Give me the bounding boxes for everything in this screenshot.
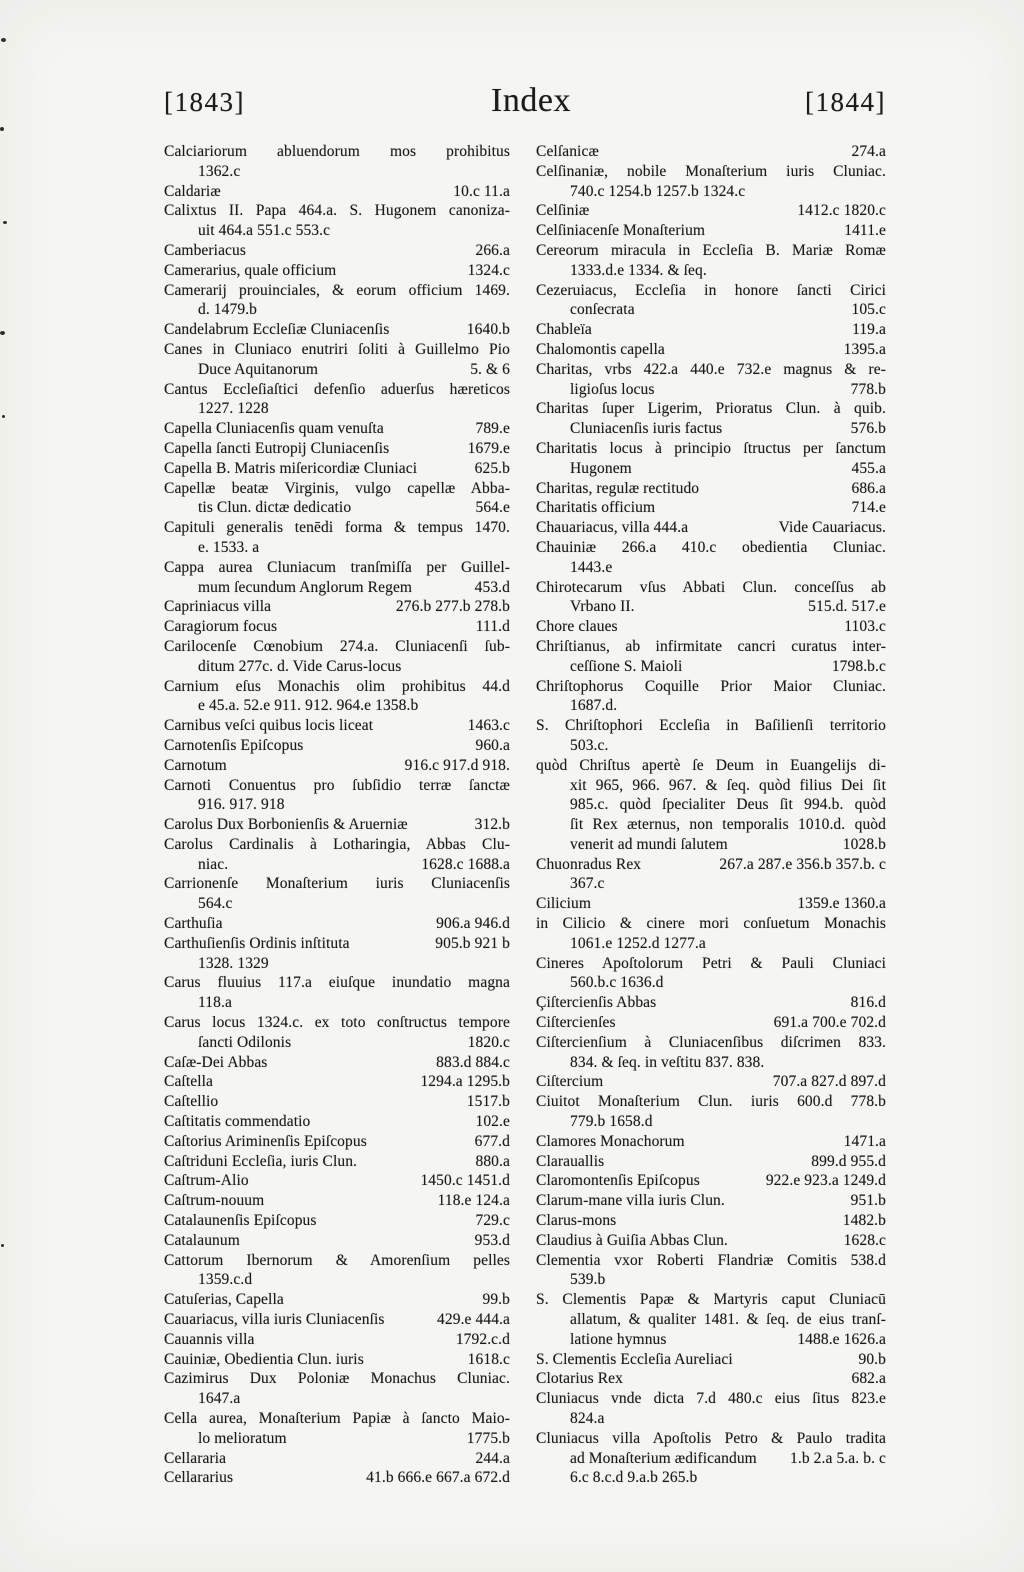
index-entry-line	[164, 1231, 510, 1251]
entry-page-ref: 789.e	[475, 420, 510, 438]
entry-text: Clarauallis	[536, 1152, 605, 1170]
entry-text: Caragiorum focus	[164, 618, 278, 636]
left-page-number: [1843]	[164, 87, 245, 117]
index-entry-line	[536, 221, 886, 241]
entry-page-ref: 778.b	[850, 380, 886, 398]
entry-page-ref: 455.a	[851, 459, 886, 477]
entry-page-ref: 266.a	[475, 241, 510, 259]
entry-page-ref: 816.d	[850, 994, 886, 1012]
index-entry-line	[536, 459, 886, 479]
index-entry-line	[536, 1171, 886, 1191]
entry-text: Chalomontis capella	[536, 340, 665, 358]
index-entry-line	[536, 657, 886, 677]
index-entry-line	[536, 835, 886, 855]
index-entry-line	[164, 419, 510, 439]
entry-page-ref: 625.b	[474, 459, 510, 477]
entry-text: Caſtitatis commendatio	[164, 1113, 311, 1131]
entry-text: Caldariæ	[164, 182, 221, 200]
entry-page-ref: 564.e	[475, 499, 510, 517]
entry-text: Candelabrum Eccleſiæ Cluniacenſis	[164, 321, 390, 339]
index-entry-line	[164, 1330, 510, 1350]
entry-text: Claudius à Guiſia Abbas Clun.	[536, 1231, 728, 1249]
index-entry-line	[164, 1033, 510, 1053]
index-entry-line: S. Chriſtophori Eccleſia in Baſilienſi territorio	[536, 717, 886, 735]
index-entry-line: Carnoti Conuentus pro ſubſidio terræ ſanctæ	[164, 776, 510, 794]
scan-speck	[3, 221, 7, 224]
index-entry-line: 1359.c.d	[198, 1271, 253, 1289]
entry-text: ceſſione S. Maioli	[570, 657, 683, 675]
index-entry-line: 1061.e 1252.d 1277.a	[570, 934, 706, 952]
scan-speck	[0, 127, 4, 131]
index-entry-line: d. 1479.b	[198, 301, 258, 319]
index-entry-line: Chauiniæ 266.a 410.c obedientia Cluniac.	[536, 538, 886, 556]
index-entry-line: Chriſtianus, ab infirmitate cancri curatus inter-	[536, 637, 886, 655]
entry-text: Ciſtercienſes	[536, 1014, 616, 1032]
index-entry-line: 1333.d.e 1334. & ſeq.	[570, 261, 707, 279]
entry-text: Cauariacus, villa iuris Cluniacenſis	[164, 1311, 385, 1329]
index-entry-line	[164, 934, 510, 954]
index-entry-line: e. 1533. a	[198, 538, 260, 556]
entry-page-ref: 1679.e	[467, 439, 510, 457]
entry-text: Cilicium	[536, 895, 592, 913]
index-entry-line: Carnium eſus Monachis olim prohibitus 44.d	[164, 677, 510, 695]
index-entry-line	[536, 201, 886, 221]
index-entry-line	[536, 1013, 886, 1033]
index-entry-line: Carus locus 1324.c. ex toto conſtructus tempore	[164, 1014, 510, 1032]
index-entry-line: Canes in Cluniaco enutriri ſoliti à Guillelmo Pio	[164, 340, 510, 358]
scan-speck	[1, 1244, 4, 1247]
entry-page-ref: 1482.b	[842, 1212, 886, 1230]
index-entry-line	[164, 261, 510, 281]
index-entry-line: allatum, & qualiter 1481. & ſeq. de eius tranſ-	[570, 1311, 886, 1329]
entry-text: Chauariacus, villa 444.a	[536, 519, 689, 537]
entry-page-ref: 244.a	[475, 1449, 510, 1467]
entry-page-ref: 1412.c 1820.c	[797, 202, 886, 220]
index-entry-line: e 45.a. 52.e 911. 912. 964.e 1358.b	[198, 697, 419, 715]
entry-text: Camberiacus	[164, 241, 247, 259]
entry-text: ſancti Odilonis	[198, 1033, 292, 1051]
entry-text: Catalaunenſis Epiſcopus	[164, 1212, 317, 1230]
entry-page-ref: 276.b 277.b 278.b	[395, 598, 510, 616]
entry-text: Charitatis officium	[536, 499, 656, 517]
entry-text: Capriniacus villa	[164, 598, 272, 616]
entry-text: Carolus Dux Borbonienſis & Aruerniæ	[164, 816, 408, 834]
index-entry-line	[536, 1449, 886, 1469]
entry-text: lo melioratum	[198, 1429, 287, 1447]
index-entry-line: Calixtus II. Papa 464.a. S. Hugonem canoniza-	[164, 202, 510, 220]
index-entry-line	[536, 597, 886, 617]
index-entry-line	[164, 182, 510, 202]
entry-text: Hugonem	[570, 459, 632, 477]
scan-speck	[0, 331, 5, 335]
scan-speck	[1, 38, 6, 42]
index-entry-line: Carilocenſe Cœnobium 274.a. Cluniacenſi ſub-	[164, 637, 510, 655]
index-entry-line	[536, 894, 886, 914]
index-entry-line	[536, 993, 886, 1013]
index-entry-line	[536, 340, 886, 360]
entry-text: Cellararia	[164, 1449, 227, 1467]
entry-page-ref: 1517.b	[466, 1093, 510, 1111]
entry-page-ref: 10.c 11.a	[453, 182, 510, 200]
entry-text: Celſiniæ	[536, 202, 590, 220]
index-entry-line: S. Clementis Papæ & Martyris caput Cluniacū	[536, 1291, 886, 1309]
index-entry-line	[164, 1152, 510, 1172]
entry-text: Caſtrum-Alio	[164, 1172, 249, 1190]
index-entry-line	[164, 1290, 510, 1310]
entry-page-ref: 1640.b	[466, 321, 510, 339]
entry-text: Duce Aquitanorum	[198, 360, 318, 378]
index-columns	[164, 142, 1024, 1488]
index-entry-line	[536, 320, 886, 340]
entry-page-ref: 883.d 884.c	[436, 1053, 510, 1071]
entry-text: Camerarius, quale officium	[164, 261, 337, 279]
index-entry-line: 1687.d.	[570, 697, 618, 715]
index-entry-line	[164, 1112, 510, 1132]
index-entry-line: 118.a	[198, 994, 232, 1012]
index-entry-line	[536, 1231, 886, 1251]
index-entry-line: 539.b	[570, 1271, 606, 1289]
index-entry-line: 6.c 8.c.d 9.a.b 265.b	[570, 1469, 698, 1487]
entry-page-ref: 1628.c	[843, 1231, 886, 1249]
index-entry-line	[536, 1072, 886, 1092]
index-entry-line: Cazimirus Dux Poloniæ Monachus Cluniac.	[164, 1370, 510, 1388]
index-entry-line: Cluniacus vnde dicta 7.d 480.c eius ſitus 823.e	[536, 1390, 886, 1408]
entry-page-ref: 1324.c	[467, 261, 510, 279]
entry-page-ref: 1411.e	[844, 222, 886, 240]
entry-page-ref: 5. & 6	[470, 360, 510, 378]
entry-text: Capella Cluniacenſis quam venuſta	[164, 420, 384, 438]
index-entry-line: Charitas, vrbs 422.a 440.e 732.e magnus & re-	[536, 360, 886, 378]
index-entry-line: Cereorum miracula in Eccleſia B. Mariæ Romæ	[536, 241, 886, 259]
index-entry-line	[536, 1330, 886, 1350]
index-entry-line: Chirotecarum vſus Abbati Clun. conceſſus ab	[536, 578, 886, 596]
entry-page-ref: 1103.c	[844, 618, 886, 636]
entry-text: Cellararius	[164, 1469, 234, 1487]
entry-text: Caſtriduni Eccleſia, iuris Clun.	[164, 1152, 358, 1170]
index-entry-line: 1362.c	[198, 162, 241, 180]
index-entry-line	[536, 855, 886, 875]
index-entry-line: Ciſtercienſium à Cluniacenſibus diſcrimen 833.	[536, 1033, 886, 1051]
index-entry-line	[164, 1310, 510, 1330]
entry-text: venerit ad mundi ſalutem	[570, 835, 728, 853]
index-entry-line: in Cilicio & cinere mori conſuetum Monachis	[536, 915, 886, 933]
entry-page-ref: 99.b	[482, 1291, 510, 1309]
index-entry-line: Carus fluuius 117.a eiuſque inundatio magna	[164, 974, 510, 992]
entry-text: Chore claues	[536, 618, 618, 636]
entry-text: Catalaunum	[164, 1231, 240, 1249]
index-entry-line: Cantus Eccleſiaſtici defenſio aduerſus hæreticos	[164, 380, 510, 398]
index-entry-line	[536, 498, 886, 518]
index-entry-line	[536, 1350, 886, 1370]
entry-page-ref: 1028.b	[842, 835, 886, 853]
entry-page-ref: 1618.c	[467, 1350, 510, 1368]
index-entry-line	[164, 241, 510, 261]
entry-page-ref: 429.e 444.a	[437, 1311, 510, 1329]
entry-page-ref: 1798.b.c	[831, 657, 886, 675]
index-entry-line: uit 464.a 551.c 553.c	[198, 222, 331, 240]
index-entry-line: Clementia vxor Roberti Flandriæ Comitis 538.d	[536, 1251, 886, 1269]
index-entry-line: Camerarij prouinciales, & eorum officium 1469.	[164, 281, 510, 299]
entry-text: Vrbano II.	[570, 598, 635, 616]
entry-text: Caſæ-Dei Abbas	[164, 1053, 268, 1071]
index-entry-line	[536, 300, 886, 320]
index-entry-line	[164, 1092, 510, 1112]
entry-text: Clotarius Rex	[536, 1370, 623, 1388]
index-entry-line: 503.c.	[570, 736, 609, 754]
entry-text: Caſtella	[164, 1073, 214, 1091]
index-entry-line	[536, 518, 886, 538]
entry-text: Capella ſancti Eutropij Cluniacenſis	[164, 439, 390, 457]
index-entry-line: 1443.e	[570, 558, 613, 576]
entry-page-ref: 453.d	[474, 578, 510, 596]
index-entry-line	[164, 914, 510, 934]
index-entry-line: Carolus Cardinalis à Lotharingia, Abbas Clu-	[164, 835, 510, 853]
entry-page-ref: 1628.c 1688.a	[421, 855, 510, 873]
index-entry-line: 779.b 1658.d	[570, 1113, 653, 1131]
index-entry-line: 824.a	[570, 1410, 605, 1427]
entry-page-ref: 1450.c 1451.d	[420, 1172, 510, 1190]
index-entry-line: 740.c 1254.b 1257.b 1324.c	[570, 182, 746, 200]
index-entry-line	[536, 419, 886, 439]
index-entry-line: ſit Rex æternus, non temporalis 1010.d. quòd	[570, 816, 886, 834]
index-entry-line	[164, 756, 510, 776]
index-entry-line: ditum 277c. d. Vide Carus-locus	[198, 657, 402, 675]
index-entry-line: Capellæ beatæ Virginis, vulgo capellæ Abba-	[164, 479, 510, 497]
entry-text: Chableïa	[536, 321, 592, 339]
entry-page-ref: 312.b	[474, 816, 510, 834]
entry-page-ref: 118.e 124.a	[437, 1192, 510, 1210]
entry-text: conſecrata	[570, 301, 635, 319]
entry-page-ref: 1820.c	[467, 1033, 510, 1051]
right-page-number: [1844]	[805, 87, 886, 117]
index-entry-line	[164, 498, 510, 518]
index-entry-line: 367.c	[570, 875, 605, 893]
index-entry-line: 1328. 1329	[198, 954, 269, 972]
index-entry-line	[164, 815, 510, 835]
index-entry-line	[164, 1171, 510, 1191]
index-entry-line: Ciuitot Monaſterium Clun. iuris 600.d 778.b	[536, 1093, 886, 1111]
entry-page-ref: 90.b	[858, 1350, 886, 1368]
index-entry-line	[164, 716, 510, 736]
entry-page-ref: 111.d	[475, 618, 510, 636]
entry-text: Çiſtercienſis Abbas	[536, 994, 657, 1012]
index-entry-line: 985.c. quòd ſpecialiter Deus ſit 994.b. quòd	[570, 796, 886, 814]
entry-page-ref: 905.b 921 b	[435, 934, 510, 952]
entry-text: Carnotenſis Epiſcopus	[164, 736, 304, 754]
entry-text: ligioſus locus	[570, 380, 655, 398]
index-entry-line: 1227. 1228	[198, 400, 269, 418]
index-entry-line	[536, 1369, 886, 1389]
entry-text: mum ſecundum Anglorum Regem	[198, 578, 413, 596]
entry-text: Caſtorius Ariminenſis Epiſcopus	[164, 1132, 367, 1150]
entry-text: Carnotum	[164, 756, 227, 774]
index-entry-line	[164, 320, 510, 340]
entry-text: Clarus-mons	[536, 1212, 617, 1230]
entry-text: Caſtellio	[164, 1093, 219, 1111]
index-entry-line	[536, 380, 886, 400]
entry-page-ref: 1395.a	[843, 340, 886, 358]
entry-text: niac.	[198, 855, 229, 873]
index-entry-line	[164, 578, 510, 598]
index-entry-line	[164, 1211, 510, 1231]
index-entry-line: 560.b.c 1636.d	[570, 974, 664, 992]
entry-page-ref: 1463.c	[467, 717, 510, 735]
index-entry-line: 916. 917. 918	[198, 796, 285, 814]
index-entry-line	[536, 1132, 886, 1152]
entry-page-ref: 951.b	[850, 1192, 886, 1210]
scan-speck	[2, 415, 5, 418]
index-entry-line	[164, 1053, 510, 1073]
entry-page-ref: 916.c 917.d 918.	[404, 756, 510, 774]
index-entry-line	[536, 1211, 886, 1231]
entry-text: Caſtrum-nouum	[164, 1192, 265, 1210]
entry-page-ref: 267.a 287.e 356.b 357.b. c	[719, 855, 886, 873]
entry-page-ref: 1471.a	[843, 1132, 886, 1150]
entry-page-ref: 953.d	[474, 1231, 510, 1249]
entry-text: Ciſtercium	[536, 1073, 604, 1091]
entry-page-ref: 1488.e 1626.a	[797, 1330, 886, 1348]
entry-text: latione hymnus	[570, 1330, 667, 1348]
entry-text: Cauannis villa	[164, 1330, 255, 1348]
entry-text: Claromontenſis Epiſcopus	[536, 1172, 700, 1190]
index-entry-line	[164, 1350, 510, 1370]
index-entry-line	[536, 1152, 886, 1172]
index-entry-line	[536, 142, 886, 162]
index-entry-line	[164, 597, 510, 617]
entry-text: Catuſerias, Capella	[164, 1291, 284, 1309]
entry-page-ref: 714.e	[851, 499, 886, 517]
index-entry-line	[164, 1449, 510, 1469]
entry-page-ref: 707.a 827.d 897.d	[772, 1073, 886, 1091]
entry-text: Capella B. Matris miſericordiæ Cluniaci	[164, 459, 418, 477]
entry-page-ref: 105.c	[851, 301, 886, 319]
entry-page-ref: 682.a	[851, 1370, 886, 1388]
entry-page-ref: 686.a	[851, 479, 886, 497]
index-entry-line	[536, 1191, 886, 1211]
index-entry-line	[164, 1132, 510, 1152]
index-column-left	[164, 142, 510, 1488]
index-entry-line: Cluniacus villa Apoſtolis Petro & Paulo tradita	[536, 1429, 886, 1447]
entry-page-ref: 906.a 946.d	[436, 915, 510, 933]
index-entry-line: 834. & ſeq. in veſtitu 837. 838.	[570, 1053, 765, 1071]
entry-text: Carnibus veſci quibus locis liceat	[164, 717, 374, 735]
entry-page-ref: 102.e	[475, 1113, 510, 1131]
index-entry-line: Cattorum Ibernorum & Amorenſium pelles	[164, 1251, 510, 1269]
index-entry-line: xit 965, 966. 967. & ſeq. quòd filius Dei ſit	[570, 776, 886, 794]
entry-text: Cluniacenſis iuris factus	[570, 420, 723, 438]
page-header	[0, 84, 1024, 118]
entry-page-ref: Vide Cauariacus.	[778, 519, 886, 537]
index-entry-line: Cella aurea, Monaſterium Papiæ à ſancto Maio-	[164, 1410, 510, 1427]
entry-text: Charitas, regulæ rectitudo	[536, 479, 700, 497]
entry-page-ref: 1792.c.d	[455, 1330, 510, 1348]
entry-page-ref: 1359.e 1360.a	[797, 895, 886, 913]
index-entry-line	[164, 855, 510, 875]
index-entry-line: Cineres Apoſtolorum Petri & Pauli Cluniaci	[536, 954, 886, 972]
entry-text: ad Monaſterium ædificandum	[570, 1449, 757, 1467]
index-entry-line: Carrionenſe Monaſterium iuris Cluniacenſis	[164, 875, 510, 893]
entry-text: Celſanicæ	[536, 143, 599, 160]
entry-page-ref: 1294.a 1295.b	[420, 1073, 510, 1091]
entry-page-ref: 119.a	[852, 321, 886, 339]
index-entry-line	[536, 479, 886, 499]
index-entry-line	[164, 736, 510, 756]
index-entry-line: 1647.a	[198, 1390, 241, 1408]
entry-text: S. Clementis Eccleſia Aureliaci	[536, 1350, 733, 1368]
index-entry-line: Calciariorum abluendorum mos prohibitus	[164, 143, 510, 160]
entry-text: Chuonradus Rex	[536, 855, 642, 873]
index-entry-line: Charitas ſuper Ligerim, Prioratus Clun. à quib.	[536, 400, 886, 418]
index-entry-line	[164, 459, 510, 479]
entry-page-ref: 41.b 666.e 667.a 672.d	[366, 1469, 510, 1487]
entry-page-ref: 960.a	[475, 736, 510, 754]
entry-text: Carthuſia	[164, 915, 223, 933]
index-entry-line	[164, 439, 510, 459]
index-entry-line	[536, 617, 886, 637]
index-entry-line: Cappa aurea Cluniacum tranſmiſſa per Guillel-	[164, 558, 510, 576]
index-entry-line: 564.c	[198, 895, 233, 913]
entry-page-ref: 576.b	[850, 420, 886, 438]
entry-page-ref: 729.c	[475, 1212, 510, 1230]
entry-text: Carthuſienſis Ordinis inſtituta	[164, 934, 350, 952]
index-entry-line: Cezeruiacus, Eccleſia in honore ſancti Cirici	[536, 281, 886, 299]
page-title: Index	[491, 82, 571, 119]
index-entry-line: Charitatis locus à principio ſtructus per ſanctum	[536, 439, 886, 457]
entry-page-ref: 899.d 955.d	[811, 1152, 886, 1170]
index-entry-line	[164, 1072, 510, 1092]
entry-text: Cauiniæ, Obedientia Clun. iuris	[164, 1350, 364, 1368]
index-entry-line	[164, 1429, 510, 1449]
index-entry-line: Celſinaniæ, nobile Monaſterium iuris Cluniac.	[536, 162, 886, 180]
index-entry-line	[164, 1468, 510, 1488]
entry-page-ref: 1775.b	[466, 1429, 510, 1447]
entry-page-ref: 274.a	[851, 143, 886, 160]
entry-page-ref: 880.a	[475, 1152, 510, 1170]
entry-page-ref: 922.e 923.a 1249.d	[765, 1172, 886, 1190]
entry-page-ref: 691.a 700.e 702.d	[773, 1014, 886, 1032]
entry-text: Celſiniacenſe Monaſterium	[536, 222, 706, 240]
index-entry-line: Capituli generalis tenēdi forma & tempus 1470.	[164, 519, 510, 537]
index-column-right	[536, 142, 886, 1488]
index-entry-line: quòd Chriſtus apertè ſe Deum in Euangelijs di-	[536, 756, 886, 774]
entry-text: Clamores Monachorum	[536, 1132, 685, 1150]
entry-text: Clarum-mane villa iuris Clun.	[536, 1192, 725, 1210]
index-entry-line	[164, 617, 510, 637]
entry-page-ref: 1.b 2.a 5.a. b. c	[790, 1449, 886, 1467]
entry-text: tis Clun. dictæ dedicatio	[198, 499, 352, 517]
entry-page-ref: 515.d. 517.e	[808, 598, 886, 616]
index-entry-line: Chriſtophorus Coquille Prior Maior Cluniac.	[536, 677, 886, 695]
index-entry-line	[164, 1191, 510, 1211]
entry-page-ref: 677.d	[474, 1132, 510, 1150]
index-entry-line	[164, 360, 510, 380]
